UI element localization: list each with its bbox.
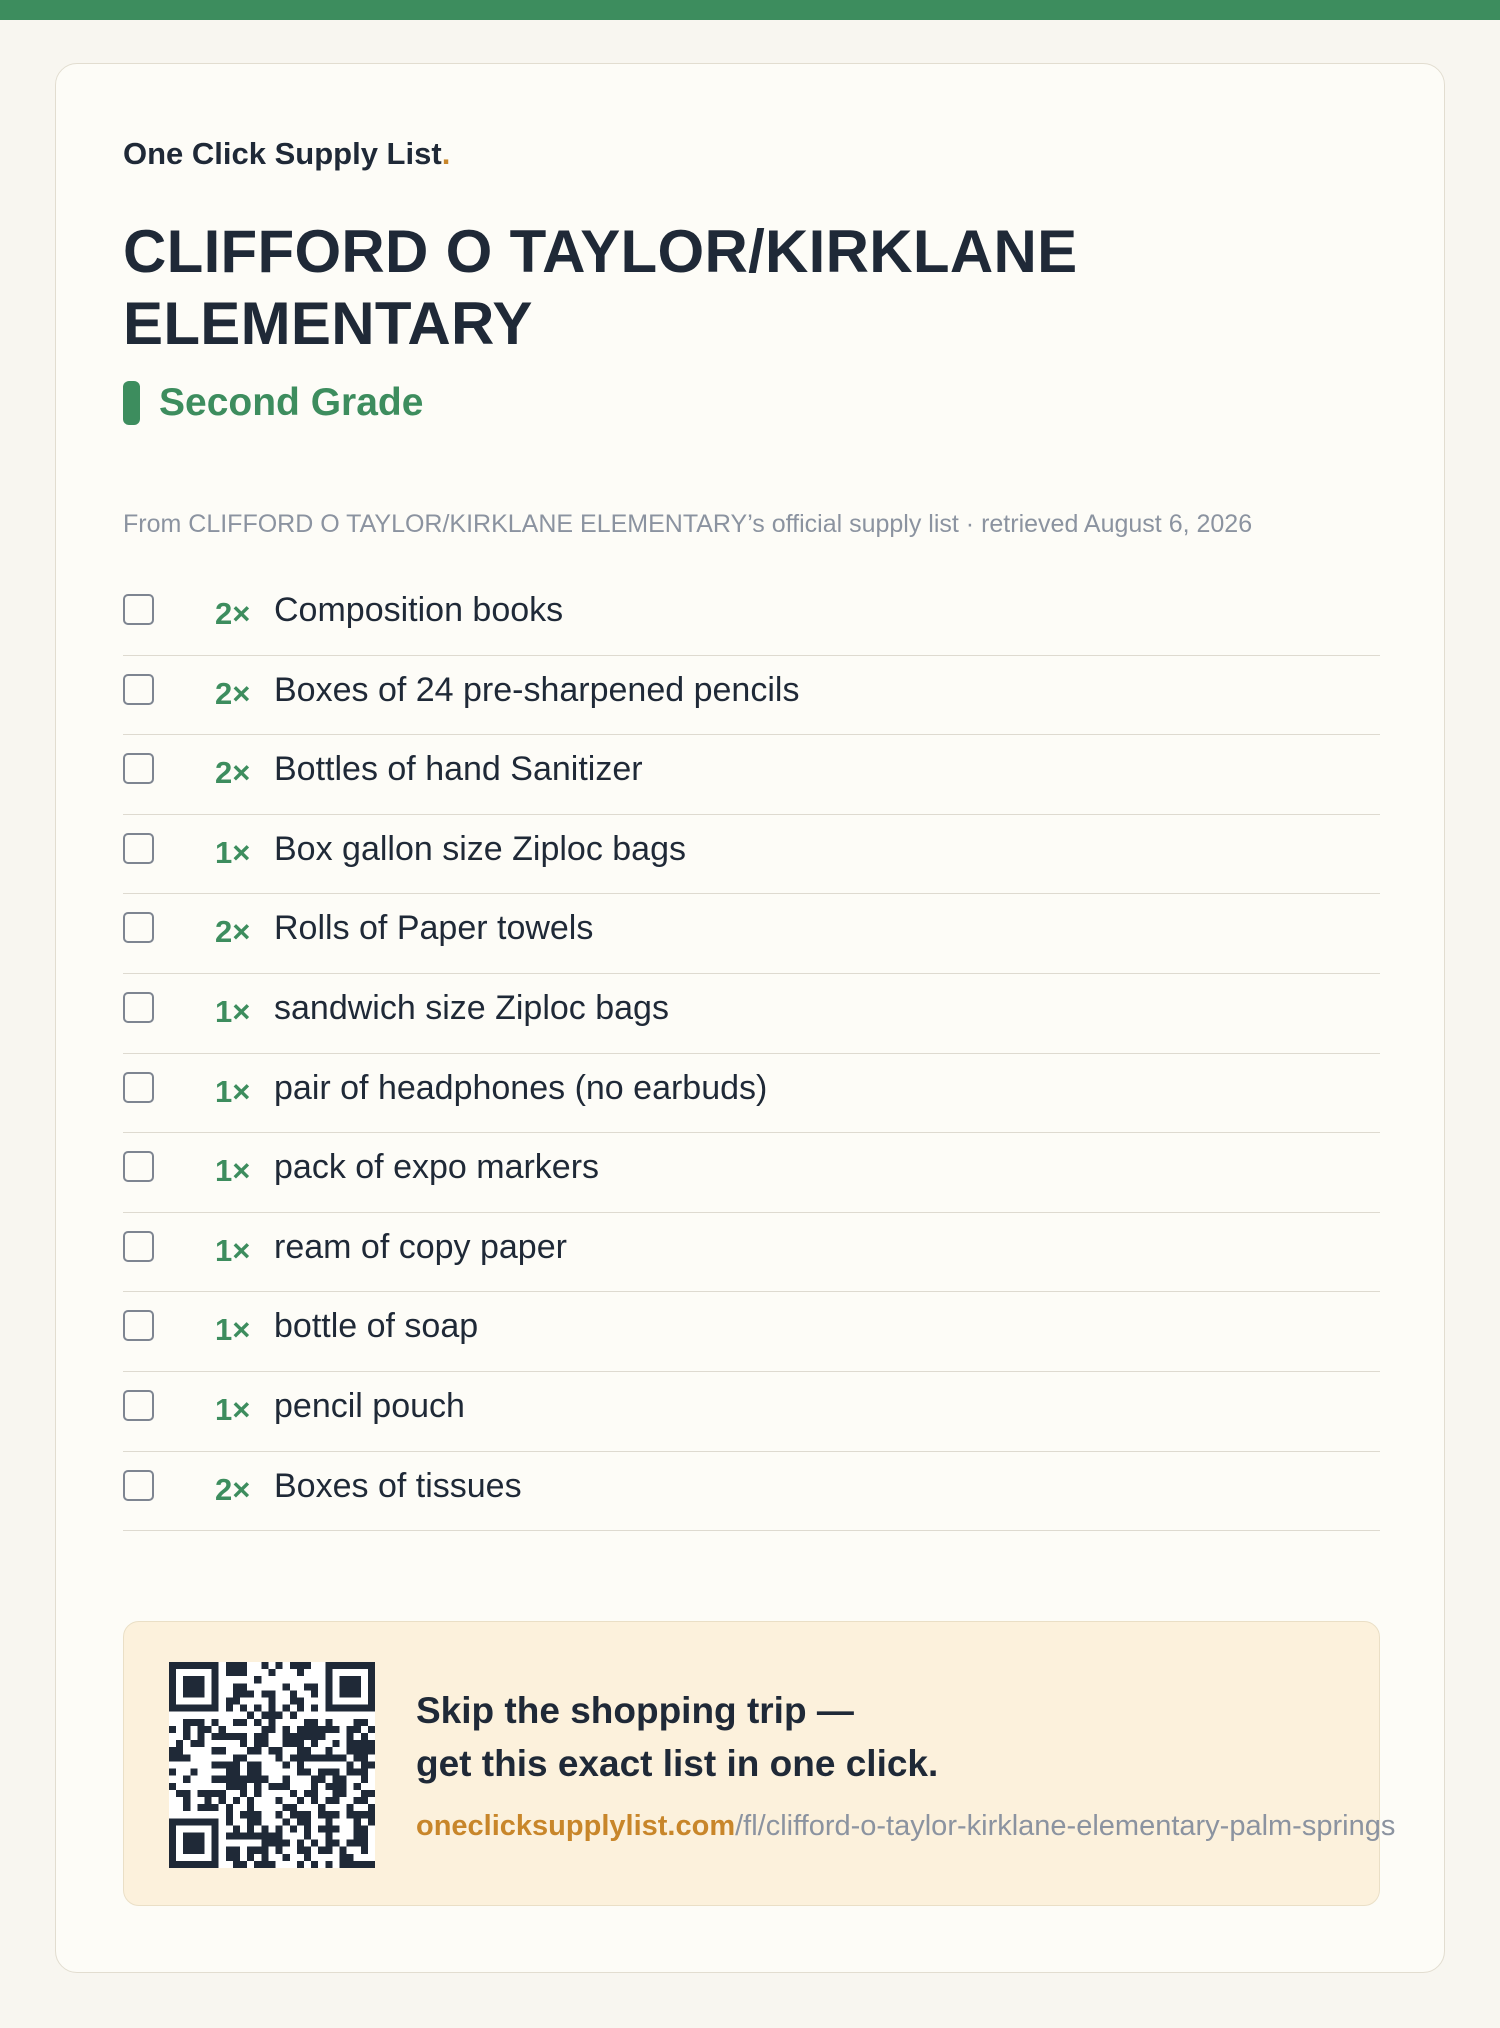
item-checkbox[interactable] (123, 594, 154, 625)
item-checkbox[interactable] (123, 912, 154, 943)
item-quantity: 1× (215, 834, 251, 870)
item-quantity: 1× (215, 993, 251, 1029)
item-checkbox[interactable] (123, 992, 154, 1023)
brand-dot: . (441, 136, 451, 171)
list-item[interactable] (123, 1292, 1380, 1372)
item-quantity: 2× (215, 675, 251, 711)
list-item[interactable] (123, 815, 1380, 895)
list-item[interactable] (123, 576, 1380, 656)
item-checkbox[interactable] (123, 1151, 154, 1182)
item-quantity: 2× (215, 755, 251, 791)
school-title-line1: CLIFFORD O TAYLOR/KIRKLANE (123, 218, 1078, 285)
item-label: pencil pouch (274, 1386, 465, 1425)
qr-code[interactable] (169, 1662, 375, 1868)
supply-items-list (123, 576, 1380, 1531)
school-title-line2: ELEMENTARY (123, 290, 533, 357)
item-quantity: 2× (215, 1471, 251, 1507)
item-label: ream of copy paper (274, 1227, 567, 1266)
source-attribution: From CLIFFORD O TAYLOR/KIRKLANE ELEMENTARY’s official supply list · retrieved August 6, 2026 (123, 510, 1253, 538)
top-accent-bar (0, 0, 1500, 20)
item-checkbox[interactable] (123, 674, 154, 705)
item-quantity: 1× (215, 1153, 251, 1189)
brand-name: One Click Supply List (123, 136, 442, 171)
item-label: pair of headphones (no earbuds) (274, 1068, 768, 1107)
promo-link[interactable] (416, 1810, 1395, 1843)
item-quantity: 1× (215, 1391, 251, 1427)
list-item[interactable] (123, 1213, 1380, 1293)
item-checkbox[interactable] (123, 753, 154, 784)
item-quantity: 1× (215, 1073, 251, 1109)
list-item[interactable] (123, 656, 1380, 736)
item-checkbox[interactable] (123, 833, 154, 864)
item-label: sandwich size Ziploc bags (274, 988, 669, 1027)
item-quantity: 1× (215, 1232, 251, 1268)
item-checkbox[interactable] (123, 1231, 154, 1262)
promo-link-path[interactable]: /fl/clifford-o-taylor-kirklane-elementary-palm-springs (735, 1810, 1396, 1842)
school-title (123, 216, 1323, 360)
grade-marker-bar (123, 381, 140, 425)
item-checkbox[interactable] (123, 1072, 154, 1103)
list-item[interactable] (123, 735, 1380, 815)
promo-headline-line2: get this exact list in one click. (416, 1743, 939, 1784)
item-label: Composition books (274, 591, 564, 629)
list-item[interactable] (123, 1054, 1380, 1134)
list-item[interactable] (123, 894, 1380, 974)
list-item[interactable] (123, 1452, 1380, 1532)
item-label: Rolls of Paper towels (274, 909, 594, 948)
item-label: pack of expo markers (274, 1148, 600, 1187)
promo-box (123, 1621, 1396, 1906)
item-quantity: 1× (215, 1312, 251, 1348)
item-quantity: 2× (215, 914, 251, 950)
promo-link-domain[interactable]: oneclicksupplylist.com (416, 1810, 736, 1842)
promo-headline (416, 1684, 938, 1790)
supply-list-card (55, 63, 1445, 1973)
list-item[interactable] (123, 1372, 1380, 1452)
item-quantity: 2× (215, 596, 251, 631)
item-label: Bottles of hand Sanitizer (274, 750, 643, 789)
list-item[interactable] (123, 974, 1380, 1054)
item-checkbox[interactable] (123, 1310, 154, 1341)
item-label: Boxes of tissues (274, 1466, 522, 1505)
grade-label: Second Grade (159, 381, 424, 424)
item-checkbox[interactable] (123, 1470, 154, 1501)
item-label: bottle of soap (274, 1307, 479, 1346)
promo-headline-line1: Skip the shopping trip — (416, 1690, 854, 1731)
list-item[interactable] (123, 1133, 1380, 1213)
brand-logo[interactable] (123, 136, 450, 172)
grade-heading (123, 380, 423, 426)
item-checkbox[interactable] (123, 1390, 154, 1421)
item-label: Boxes of 24 pre-sharpened pencils (274, 670, 800, 709)
item-label: Box gallon size Ziploc bags (274, 829, 687, 868)
